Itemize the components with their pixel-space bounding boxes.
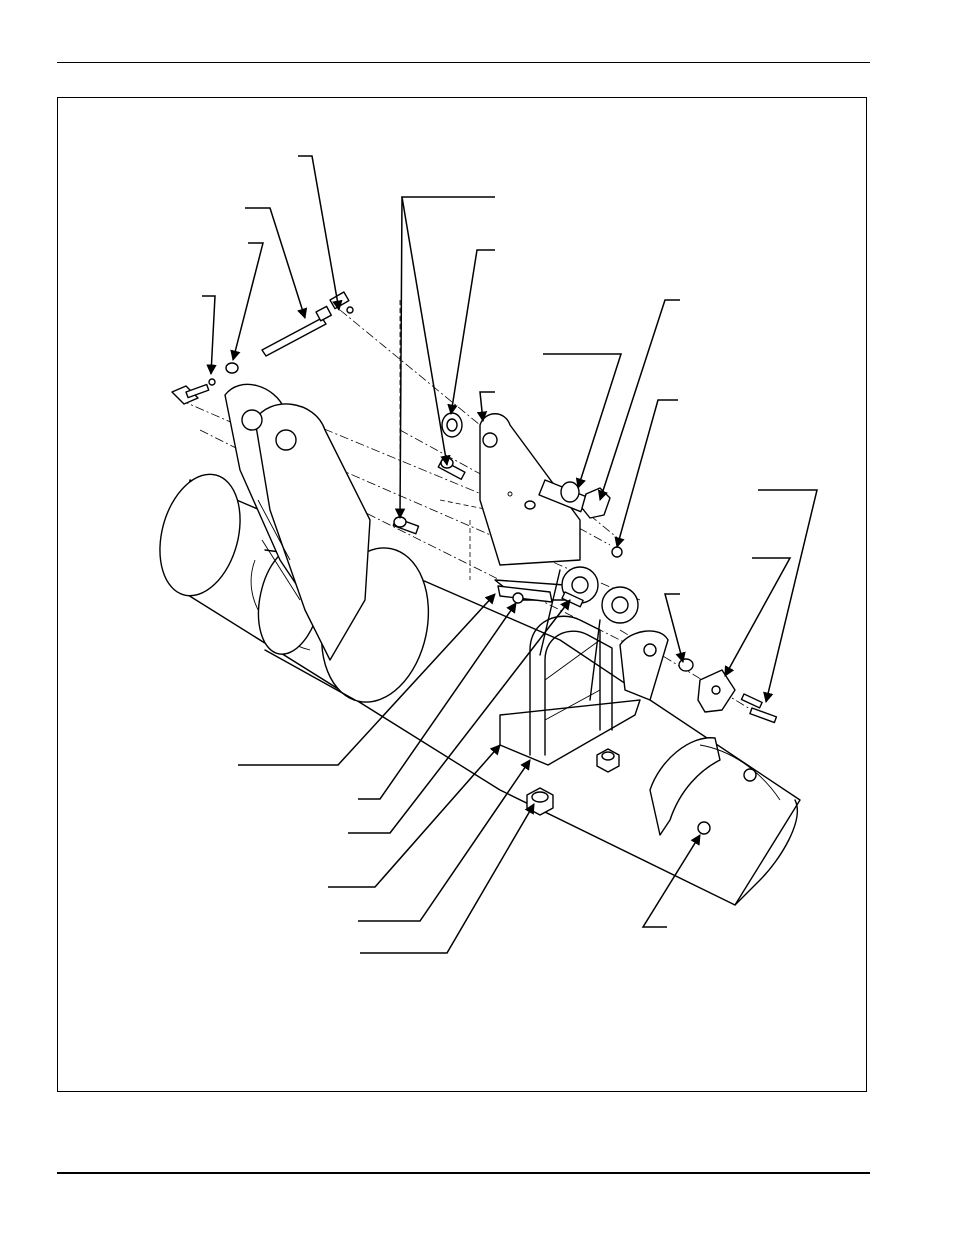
callout-leader-12 [725,558,790,676]
t-handle-bolt-left [172,379,215,404]
callout-leader-4 [202,296,215,374]
callout-leader-1 [298,156,339,310]
callout-leader-3 [233,243,263,360]
pin-right-long [750,708,776,723]
right-mount-bracket [620,631,668,700]
callout-leader-10 [617,400,678,547]
callout-leader-6 [451,250,495,414]
bolt-center-upper [438,458,465,479]
callout-leader-11 [758,490,817,702]
callout-leader-7 [543,354,621,488]
bushing-top [442,413,462,437]
long-rod [262,306,331,356]
nut-lower-right [597,749,619,772]
pin-right-short [741,694,762,708]
callout-leader-2 [245,208,305,318]
spacer-right [679,659,693,671]
callout-leader-19 [360,804,534,953]
clevis-pin-top [330,292,353,313]
small-nut-right [612,547,622,557]
bolt-center-lower [393,517,418,534]
nut-saddle-upper [744,769,756,781]
nut-saddle-lower [698,822,710,834]
nut-upper-left [226,363,238,373]
clevis-right [698,670,735,712]
callout-leader-13 [665,594,683,662]
callout-leader-5b [400,197,402,518]
